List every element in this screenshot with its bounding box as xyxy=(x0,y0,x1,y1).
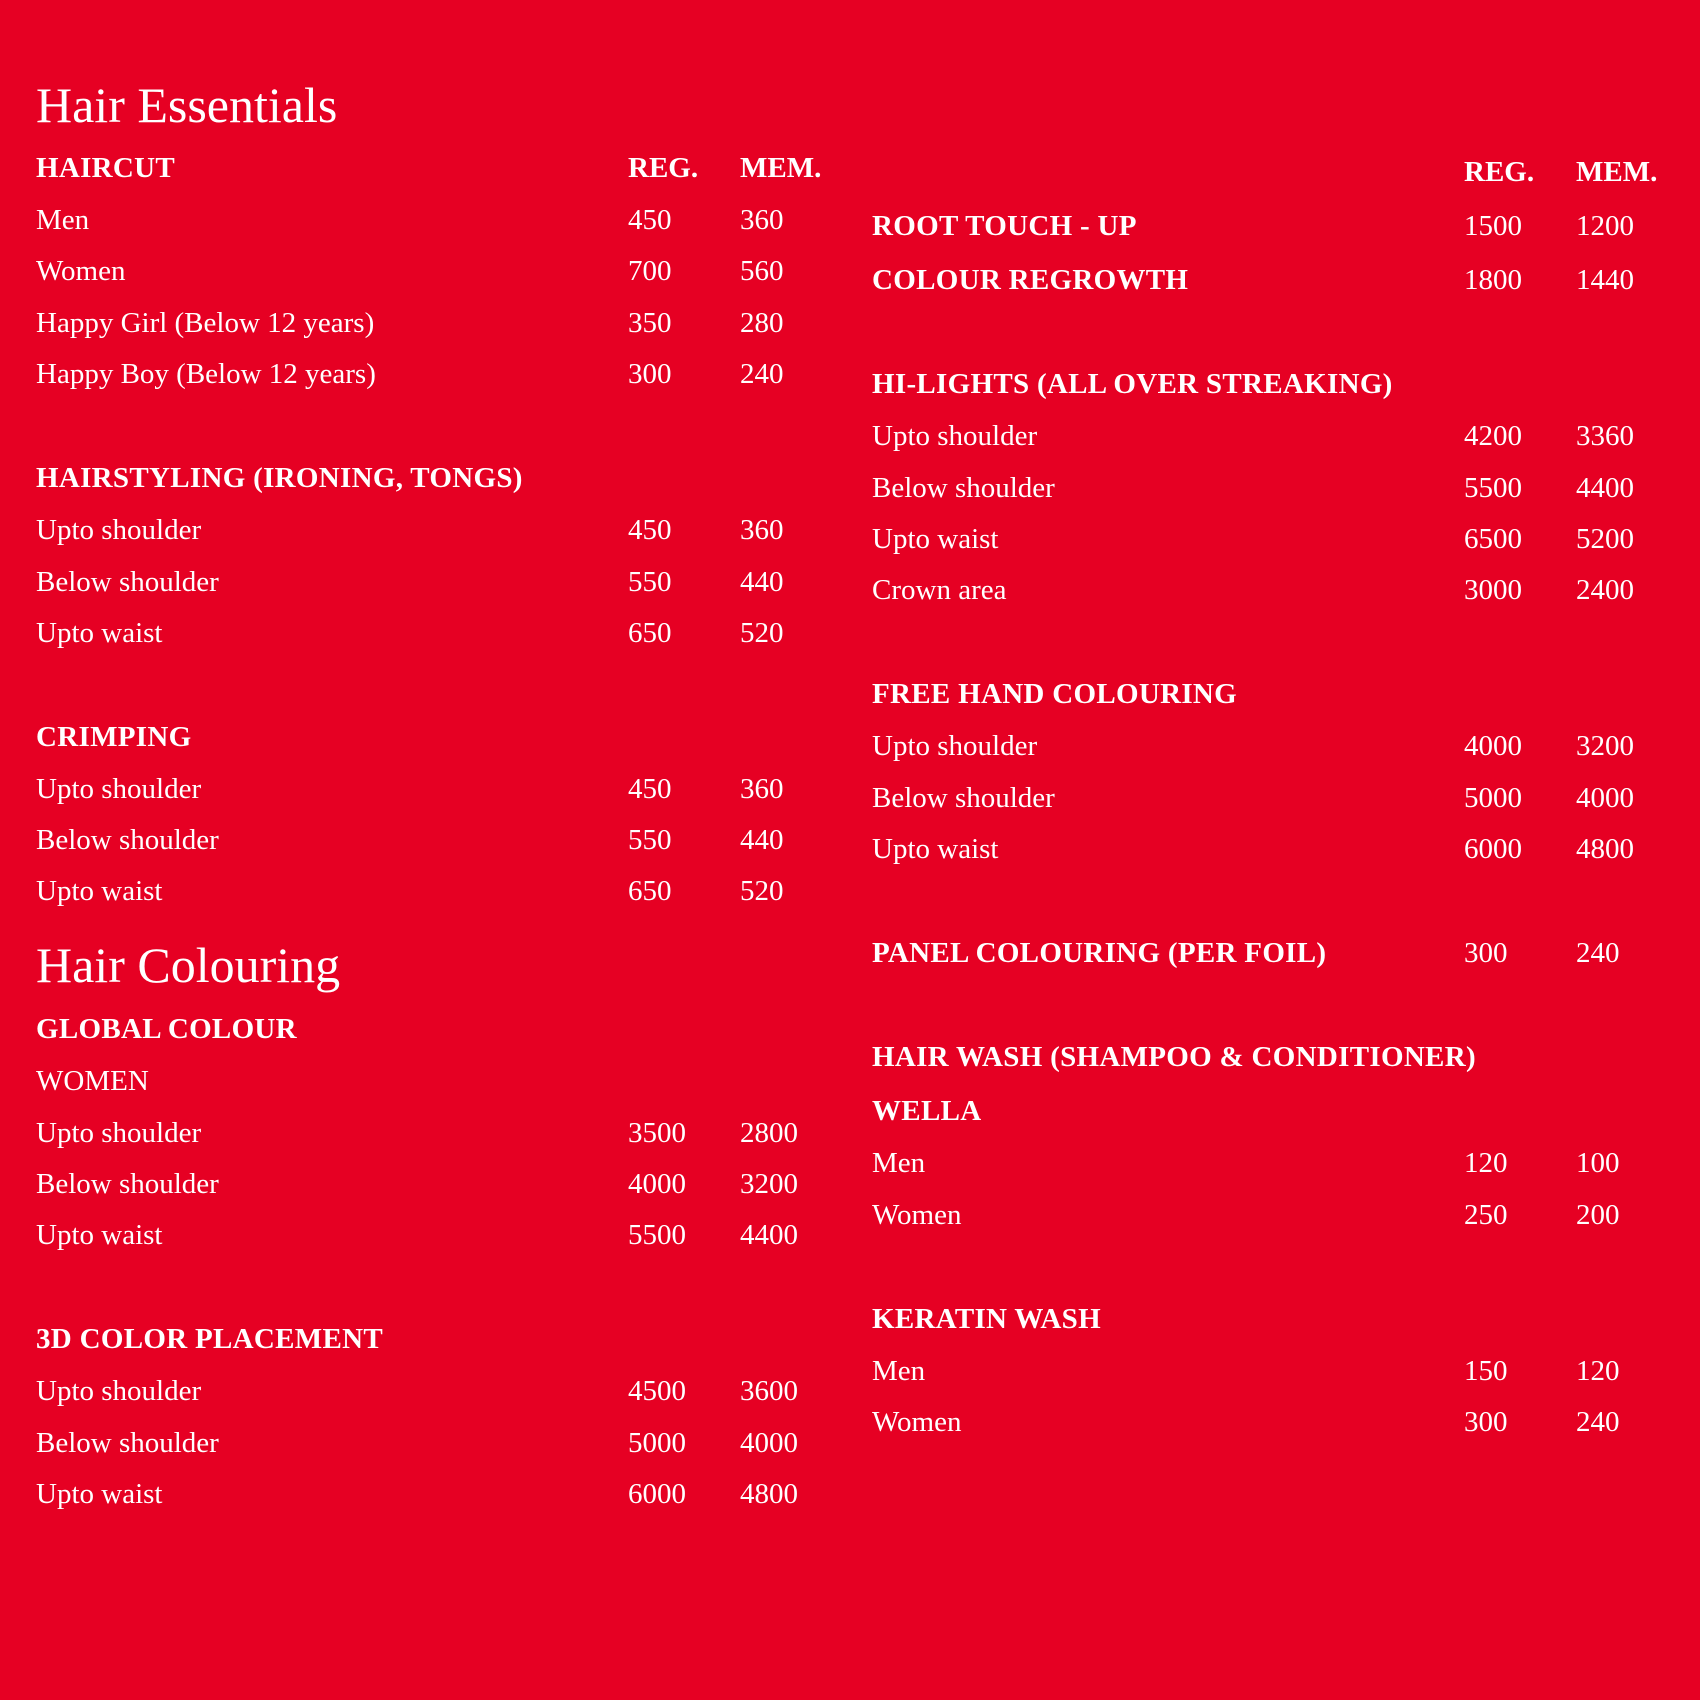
mem-price: 1440 xyxy=(1576,264,1634,296)
mem-price: 3200 xyxy=(740,1168,798,1200)
service-label: Upto waist xyxy=(872,833,999,865)
keratin-wash-heading: KERATIN WASH xyxy=(872,1303,1101,1335)
service-label: Upto waist xyxy=(36,875,163,907)
mem-price: 3200 xyxy=(1576,730,1634,762)
mem-price: 4400 xyxy=(740,1219,798,1251)
service-label: Below shoulder xyxy=(36,566,219,598)
reg-price: 550 xyxy=(628,824,672,856)
mem-price: 360 xyxy=(740,514,784,546)
mem-price: 440 xyxy=(740,566,784,598)
section-title-hair-colouring: Hair Colouring xyxy=(36,937,341,993)
service-label: Men xyxy=(36,204,90,236)
reg-price: 6000 xyxy=(1464,833,1522,865)
reg-price: 450 xyxy=(628,773,672,805)
service-label: Happy Girl (Below 12 years) xyxy=(36,307,375,339)
hairstyling-heading: HAIRSTYLING (IRONING, TONGS) xyxy=(36,462,523,494)
service-label: Upto shoulder xyxy=(36,773,202,805)
crimping-heading: CRIMPING xyxy=(36,721,192,753)
reg-price: 4000 xyxy=(1464,730,1522,762)
haircut-heading: HAIRCUT xyxy=(36,152,176,184)
reg-price: 4000 xyxy=(628,1168,686,1200)
reg-price: 120 xyxy=(1464,1147,1508,1179)
reg-column-header: REG. xyxy=(628,152,699,184)
reg-price: 6500 xyxy=(1464,523,1522,555)
reg-price: 5500 xyxy=(1464,472,1522,504)
mem-price: 2800 xyxy=(740,1117,798,1149)
service-label: Upto waist xyxy=(872,523,999,555)
service-label: Below shoulder xyxy=(872,782,1055,814)
section-title-hair-essentials: Hair Essentials xyxy=(36,77,338,133)
service-label: Upto waist xyxy=(36,617,163,649)
mem-price: 440 xyxy=(740,824,784,856)
mem-price: 240 xyxy=(740,358,784,390)
service-label: Upto shoulder xyxy=(36,1117,202,1149)
service-label: Below shoulder xyxy=(36,1168,219,1200)
reg-price: 700 xyxy=(628,255,672,287)
mem-price: 3360 xyxy=(1576,420,1634,452)
mem-price: 1200 xyxy=(1576,210,1634,242)
mem-price: 240 xyxy=(1576,937,1620,969)
hilights-heading: HI-LIGHTS (ALL OVER STREAKING) xyxy=(872,368,1393,400)
reg-price: 350 xyxy=(628,307,672,339)
reg-price: 650 xyxy=(628,617,672,649)
service-label: Happy Boy (Below 12 years) xyxy=(36,358,376,390)
reg-price: 250 xyxy=(1464,1199,1508,1231)
service-label: Upto waist xyxy=(36,1478,163,1510)
service-label: Below shoulder xyxy=(36,1427,219,1459)
hair-wash-heading: HAIR WASH (SHAMPOO & CONDITIONER) xyxy=(872,1041,1476,1073)
reg-price: 4200 xyxy=(1464,420,1522,452)
women-subheading: WOMEN xyxy=(36,1065,149,1097)
color-placement-heading: 3D COLOR PLACEMENT xyxy=(36,1323,383,1355)
service-label: Crown area xyxy=(872,574,1007,606)
service-label: Upto waist xyxy=(36,1219,163,1251)
reg-price: 5000 xyxy=(1464,782,1522,814)
reg-price: 450 xyxy=(628,514,672,546)
service-label: Upto shoulder xyxy=(36,514,202,546)
free-hand-heading: FREE HAND COLOURING xyxy=(872,678,1237,710)
reg-price: 650 xyxy=(628,875,672,907)
mem-price: 520 xyxy=(740,617,784,649)
panel-colouring-label: PANEL COLOURING (PER FOIL) xyxy=(872,937,1327,969)
mem-price: 280 xyxy=(740,307,784,339)
reg-price: 3000 xyxy=(1464,574,1522,606)
reg-price: 1800 xyxy=(1464,264,1522,296)
mem-price: 360 xyxy=(740,204,784,236)
reg-price: 300 xyxy=(1464,1406,1508,1438)
mem-price: 3600 xyxy=(740,1375,798,1407)
service-label: Men xyxy=(872,1147,926,1179)
service-label: Women xyxy=(872,1199,962,1231)
root-touch-up-label: ROOT TOUCH - UP xyxy=(872,210,1137,242)
service-label: Upto shoulder xyxy=(872,730,1038,762)
mem-price: 4000 xyxy=(740,1427,798,1459)
reg-column-header: REG. xyxy=(1464,156,1535,188)
reg-price: 5000 xyxy=(628,1427,686,1459)
reg-price: 4500 xyxy=(628,1375,686,1407)
service-label: Women xyxy=(36,255,126,287)
reg-price: 6000 xyxy=(628,1478,686,1510)
reg-price: 300 xyxy=(628,358,672,390)
mem-price: 2400 xyxy=(1576,574,1634,606)
mem-price: 560 xyxy=(740,255,784,287)
reg-price: 150 xyxy=(1464,1355,1508,1387)
mem-price: 4800 xyxy=(740,1478,798,1510)
mem-price: 100 xyxy=(1576,1147,1620,1179)
mem-price: 4800 xyxy=(1576,833,1634,865)
mem-price: 200 xyxy=(1576,1199,1620,1231)
service-label: Upto shoulder xyxy=(36,1375,202,1407)
reg-price: 300 xyxy=(1464,937,1508,969)
mem-price: 4000 xyxy=(1576,782,1634,814)
service-label: Below shoulder xyxy=(872,472,1055,504)
reg-price: 5500 xyxy=(628,1219,686,1251)
wella-subheading: WELLA xyxy=(872,1095,982,1127)
service-label: Men xyxy=(872,1355,926,1387)
service-label: Women xyxy=(872,1406,962,1438)
mem-price: 5200 xyxy=(1576,523,1634,555)
mem-column-header: MEM. xyxy=(740,152,822,184)
service-label: Below shoulder xyxy=(36,824,219,856)
reg-price: 450 xyxy=(628,204,672,236)
reg-price: 550 xyxy=(628,566,672,598)
mem-column-header: MEM. xyxy=(1576,156,1658,188)
mem-price: 240 xyxy=(1576,1406,1620,1438)
mem-price: 4400 xyxy=(1576,472,1634,504)
mem-price: 520 xyxy=(740,875,784,907)
mem-price: 360 xyxy=(740,773,784,805)
reg-price: 1500 xyxy=(1464,210,1522,242)
mem-price: 120 xyxy=(1576,1355,1620,1387)
service-label: Upto shoulder xyxy=(872,420,1038,452)
reg-price: 3500 xyxy=(628,1117,686,1149)
global-colour-heading: GLOBAL COLOUR xyxy=(36,1013,297,1045)
colour-regrowth-label: COLOUR REGROWTH xyxy=(872,264,1189,296)
